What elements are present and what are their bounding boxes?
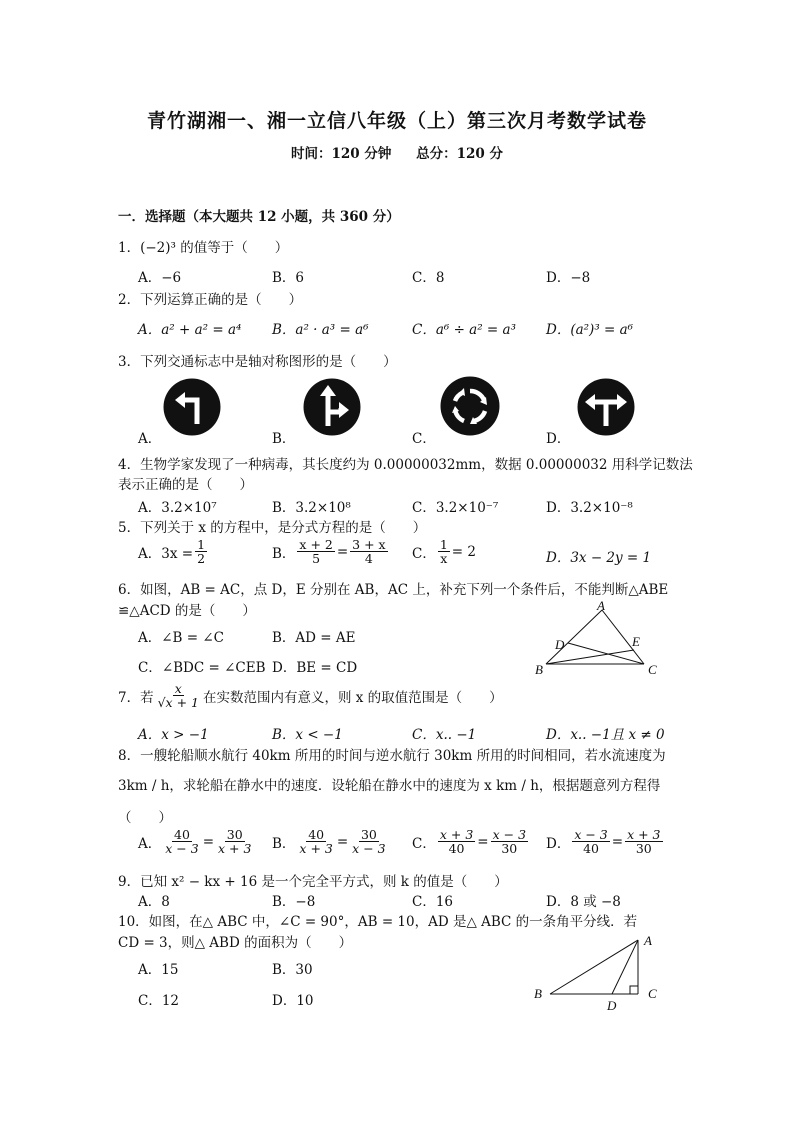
q9-option-b[interactable]: B．−8 bbox=[272, 894, 316, 910]
turn-left-or-right-sign-icon bbox=[577, 378, 635, 436]
q8d-frac1 bbox=[572, 828, 609, 855]
q10-label-a: A bbox=[644, 933, 652, 948]
q2-option-d[interactable]: D．(a²)³ = a⁶ bbox=[546, 322, 634, 338]
question-8-stem: 8．一艘轮船顺水航行 40km 所用的时间与逆水航行 30km 所用的时间相同，若水流速度为 bbox=[118, 748, 666, 764]
q8a-frac1 bbox=[163, 828, 200, 855]
q8d-label: D． bbox=[546, 835, 571, 852]
turn-left-sign-icon bbox=[163, 378, 221, 436]
q8d-eq: = bbox=[611, 833, 624, 850]
q5b-fraction-1 bbox=[297, 538, 334, 565]
q8b-num2: 30 bbox=[360, 827, 377, 842]
question-8-stem-cont: 3km / h，求轮船在静水中的速度．设轮船在静水中的速度为 x km / h，根据题意列方程得 bbox=[118, 778, 661, 794]
q10-label-c: C bbox=[648, 986, 657, 1001]
q10-label-b: B bbox=[534, 986, 542, 1001]
q6-option-b[interactable]: B．AD = AE bbox=[272, 630, 356, 646]
q5b-den1: 5 bbox=[312, 551, 321, 567]
q8a-num2: 30 bbox=[226, 827, 243, 842]
q8d-den2: 30 bbox=[635, 841, 652, 857]
q7-option-d[interactable]: D．x.. −1且 x ≠ 0 bbox=[546, 727, 665, 743]
question-5-stem: 5．下列关于 x 的方程中，是分式方程的是（ ） bbox=[118, 520, 427, 536]
q6-option-c[interactable]: C．∠BDC = ∠CEB bbox=[138, 660, 266, 676]
q4-option-c[interactable]: C．3.2×10⁻⁷ bbox=[412, 500, 499, 516]
q3-option-d[interactable]: D． bbox=[546, 431, 571, 447]
q7-stem-post: 在实数范围内有意义，则 x 的取值范围是（ ） bbox=[202, 689, 503, 706]
q8d-num1: x − 3 bbox=[574, 827, 608, 842]
q8b-label: B． bbox=[272, 835, 296, 852]
q8a-den2: x + 3 bbox=[218, 841, 252, 857]
q2-option-c[interactable]: C．a⁶ ÷ a² = a³ bbox=[412, 322, 516, 338]
q5b-eq: = bbox=[336, 543, 349, 560]
q10-option-b[interactable]: B．30 bbox=[272, 962, 313, 978]
q6-label-a: A bbox=[597, 598, 605, 613]
q5b-fraction-2 bbox=[350, 538, 387, 565]
q10-option-c[interactable]: C．12 bbox=[138, 993, 180, 1009]
q7-option-a[interactable]: A．x > −1 bbox=[138, 727, 209, 743]
q6-label-e: E bbox=[632, 634, 640, 649]
q5a-den: 2 bbox=[197, 551, 206, 567]
q7-den: √x + 1 bbox=[157, 695, 199, 711]
question-7-stem bbox=[118, 682, 503, 709]
q6-option-a[interactable]: A．∠B = ∠C bbox=[138, 630, 225, 646]
roundabout-sign-icon bbox=[440, 376, 500, 436]
q6-label-d: D bbox=[555, 637, 565, 652]
q8-option-b[interactable] bbox=[272, 828, 390, 855]
q5-option-b[interactable] bbox=[272, 538, 390, 565]
exam-time: 时间：120 分钟 bbox=[291, 146, 392, 162]
exam-score: 总分：120 分 bbox=[416, 146, 503, 162]
question-3-stem: 3．下列交通标志中是轴对称图形的是（ ） bbox=[118, 354, 397, 370]
q5a-num: 1 bbox=[197, 537, 206, 552]
q3-option-c[interactable]: C． bbox=[412, 431, 436, 447]
question-8-stem-cont2: （ ） bbox=[118, 810, 172, 826]
section-heading: 一．选择题（本大题共 12 小题，共 360 分） bbox=[118, 209, 400, 225]
question-4-stem: 4．生物学家发现了一种病毒，其长度约为 0.00000032mm，数据 0.00000032 用科学记数法 bbox=[118, 457, 693, 473]
q5c-label: C． bbox=[412, 545, 436, 562]
page-title: 青竹湖湘一、湘一立信八年级（上）第三次月考数学试卷 bbox=[146, 110, 647, 132]
q3-option-a[interactable]: A． bbox=[138, 431, 162, 447]
q10-option-a[interactable]: A．15 bbox=[138, 962, 179, 978]
q1-option-b[interactable]: B．6 bbox=[272, 270, 305, 286]
q5c-eq: = 2 bbox=[451, 543, 476, 560]
q8-option-c[interactable] bbox=[412, 828, 530, 855]
q1-option-d[interactable]: D．−8 bbox=[546, 270, 591, 286]
q8b-num1: 40 bbox=[308, 827, 325, 842]
question-4-stem-cont: 表示正确的是（ ） bbox=[118, 477, 253, 493]
q3-option-b[interactable]: B． bbox=[272, 431, 296, 447]
question-1-stem: 1．(−2)³ 的值等于（ ） bbox=[118, 240, 289, 256]
q6-label-c: C bbox=[648, 662, 657, 677]
q8c-frac1 bbox=[438, 828, 475, 855]
q8d-num2: x + 3 bbox=[627, 827, 661, 842]
q6-label-b: B bbox=[535, 662, 543, 677]
q10-label-d: D bbox=[607, 998, 617, 1013]
q2-option-b[interactable]: B．a² · a³ = a⁶ bbox=[272, 322, 369, 338]
q7-stem-pre: 7．若 bbox=[118, 689, 154, 706]
question-6-stem-cont: ≌△ACD 的是（ ） bbox=[118, 603, 256, 619]
question-10-stem: 10．如图，在△ ABC 中，∠C = 90°，AB = 10，AD 是△ ABC 的一条角平分线．若 bbox=[118, 914, 638, 930]
exam-info bbox=[0, 142, 794, 162]
q8b-den1: x + 3 bbox=[299, 841, 333, 857]
q8c-num1: x + 3 bbox=[439, 827, 474, 842]
q8a-label: A． bbox=[138, 835, 162, 852]
straight-or-right-sign-icon bbox=[303, 378, 361, 436]
q7-option-b[interactable]: B．x < −1 bbox=[272, 727, 343, 743]
q8c-den1: 40 bbox=[448, 841, 465, 857]
q8c-eq: = bbox=[477, 833, 489, 850]
q8a-frac2 bbox=[216, 828, 253, 855]
question-9-stem: 9．已知 x² − kx + 16 是一个完全平方式，则 k 的值是（ ） bbox=[118, 874, 508, 890]
q1-option-a[interactable]: A．−6 bbox=[138, 270, 182, 286]
q1-option-c[interactable]: C．8 bbox=[412, 270, 445, 286]
q6-triangle-figure bbox=[530, 598, 665, 684]
q8b-frac2 bbox=[350, 828, 387, 855]
q8b-eq: = bbox=[336, 833, 349, 850]
q5c-den: x bbox=[440, 551, 448, 567]
q8c-frac2 bbox=[491, 828, 528, 855]
q5b-num1: x + 2 bbox=[299, 537, 333, 552]
q8c-label: C． bbox=[412, 835, 436, 852]
q4-option-a[interactable]: A．3.2×10⁷ bbox=[138, 500, 217, 516]
q8a-den1: x − 3 bbox=[165, 841, 199, 857]
q8b-den2: x − 3 bbox=[352, 841, 386, 857]
q8-option-d[interactable] bbox=[546, 828, 665, 855]
q9-option-d[interactable]: D．8 或 −8 bbox=[546, 894, 621, 910]
q7-num: x bbox=[174, 681, 182, 696]
q5-option-d[interactable]: D．3x − 2y = 1 bbox=[546, 550, 652, 566]
q5c-fraction bbox=[438, 538, 450, 565]
q5a-label: A．3x = bbox=[138, 545, 194, 562]
q9-option-c[interactable]: C．16 bbox=[412, 894, 454, 910]
q6-option-d[interactable]: D．BE = CD bbox=[272, 660, 358, 676]
q8c-num2: x − 3 bbox=[492, 827, 527, 842]
q8a-eq: = bbox=[202, 833, 214, 850]
q5-option-a[interactable] bbox=[138, 538, 209, 565]
q5b-label: B． bbox=[272, 545, 296, 562]
q9-option-a[interactable]: A．8 bbox=[138, 894, 170, 910]
q8d-den1: 40 bbox=[583, 841, 599, 857]
q4-option-d[interactable]: D．3.2×10⁻⁸ bbox=[546, 500, 633, 516]
q5b-den2: 4 bbox=[364, 551, 373, 567]
q10-triangle-figure bbox=[530, 928, 670, 1020]
q7-fraction bbox=[156, 682, 201, 709]
q5b-num2: 3 + x bbox=[352, 537, 386, 552]
q8b-frac1 bbox=[297, 828, 334, 855]
q10-option-d[interactable]: D．10 bbox=[272, 993, 314, 1009]
question-2-stem: 2．下列运算正确的是（ ） bbox=[118, 292, 303, 308]
q5-option-c[interactable] bbox=[412, 538, 476, 565]
q8c-den2: 30 bbox=[501, 841, 518, 857]
q2-option-a[interactable]: A．a² + a² = a⁴ bbox=[138, 322, 242, 338]
q5c-num: 1 bbox=[439, 537, 448, 552]
q4-option-b[interactable]: B．3.2×10⁸ bbox=[272, 500, 351, 516]
q7-option-c[interactable]: C．x.. −1 bbox=[412, 727, 477, 743]
q8d-frac2 bbox=[625, 828, 662, 855]
question-10-stem-cont: CD = 3，则△ ABD 的面积为（ ） bbox=[118, 935, 353, 951]
question-6-stem: 6．如图，AB = AC，点 D，E 分别在 AB，AC 上，补充下列一个条件后，不能判断△ABE bbox=[118, 582, 669, 598]
q8-option-a[interactable] bbox=[138, 828, 255, 855]
q5a-fraction bbox=[195, 538, 207, 565]
q8a-num1: 40 bbox=[174, 827, 190, 842]
